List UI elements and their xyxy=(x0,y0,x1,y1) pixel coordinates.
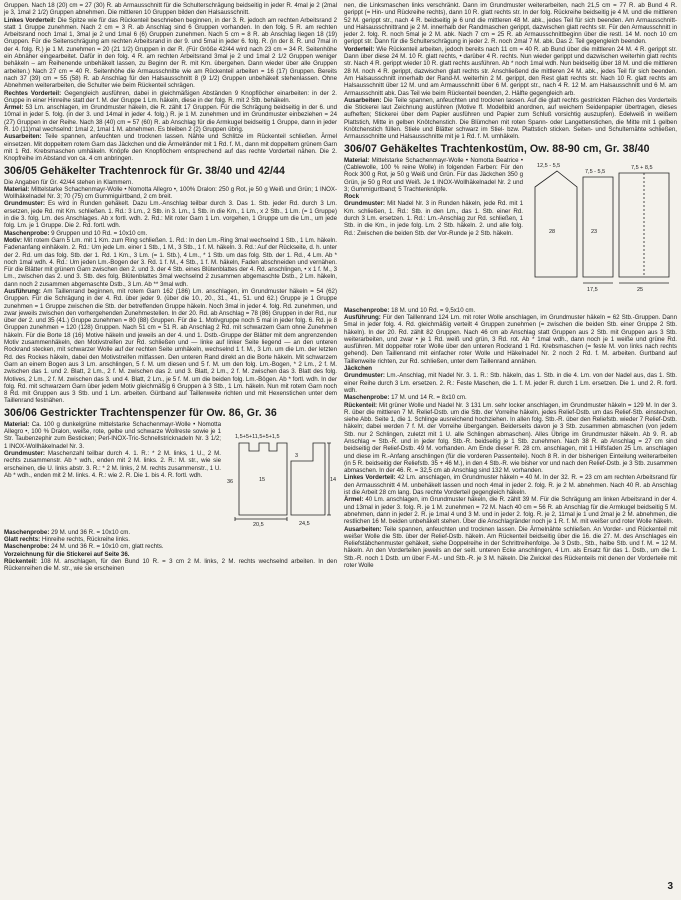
paragraph xyxy=(344,474,677,496)
label: Vorzeichnung für die Stickerei auf Seite 36. xyxy=(4,550,130,558)
text: Mit Nadel Nr. 3 in Runden häkeln, jede Rd. mit 1 Km. schließen, 1. Rd.: Stb. in den Lm., das 1. Stb. einer Rd. durch 3 Lm. ersetzen. 1. Rd.: Lm.-Anschlag zur Rd. schließen, 1 Stb. in die Km., in jede folg. Lm. 2 Stb. häkeln. 2. und alle folg. Rd.: Zwischen die beiden Stb. der Vor-Runde je 2 Stb. häkeln. xyxy=(344,200,523,237)
label: Material: xyxy=(4,185,30,193)
dimension-label: 25 xyxy=(637,286,644,293)
dimension-label: 12,5 - 5,5 xyxy=(537,162,561,169)
paragraph xyxy=(4,288,337,405)
paragraph xyxy=(4,558,337,573)
section-heading: 306/07 Gehäkeltes Trachtenkostüm, Ow. 88-90 cm, Gr. 38/40 xyxy=(344,142,650,155)
dimension-label: 28 xyxy=(549,228,556,235)
text: Wie Rückenteil arbeiten, jedoch bereits nach 11 cm = 40 R. ab Bund über die mittleren 24 M. 4 R. gerippt str. Dann über diese 24 M. 10 R. glatt rechts, • darüber 4 R. rechts. Nun wieder gerippt und dazwischen weiterhin glatt rechts str. Nach 4 R. gerippt wieder 10 R. glatt rechts ausführen. Ab * noch 1mal wdh. Nun beidseitig über 18 M. und die mittleren 28 M. noch 4 R. gerippt, dazwischen glatt rechts str. Anschließend die mittleren 24 M. abk., jedes Teil für sich beenden. Am Halsausschnitt innerhalb der Rand-M. weiterhin 2 M. gerippt, den Rest glatt rechts str. Nach 10 R. glatt rechts am Halsausschnitt über 12 M. und am Armausschnitt über 6 M. gerippt str., nach 4 R. 12 M. am Halsausschnitt und 6 M. am Armausschnitt abk. Das Teil wie beim Rückenteil beenden, 2. Hälfte gegengleich arb. xyxy=(344,45,677,97)
dimension-label: 7,5 + 8,5 xyxy=(631,164,653,171)
paragraph xyxy=(4,200,337,229)
label: Glatt rechts: xyxy=(4,536,41,544)
paragraph xyxy=(344,307,677,314)
paragraph xyxy=(344,365,677,372)
label: Ausarbeiten: xyxy=(344,96,382,104)
label: Rechtes Vorderteil: xyxy=(4,89,62,97)
text-with-figure xyxy=(344,157,677,307)
paragraph xyxy=(4,551,337,558)
text: 24 M. und 36 R. = 10x10 cm, glatt rechts. xyxy=(49,543,164,551)
text: 108 M. anschlagen, für den Bund 10 R. = 3 cm 2 M. links, 2 M. rechts wechselnd arbeiten. In den Rückenreihen die M. str., wie sie erscheinen xyxy=(4,557,337,573)
label: Ausführung: xyxy=(4,287,41,295)
paragraph xyxy=(344,496,677,525)
paragraph xyxy=(4,104,337,133)
jacket-pattern-diagram xyxy=(527,157,677,307)
section-heading: 306/06 Gestrickter Trachtenspenzer für Ow. 86, Gr. 36 xyxy=(4,406,277,419)
label: Jäckchen xyxy=(344,365,372,373)
text: 29 M. und 36 R. = 10x10 cm. xyxy=(49,528,131,536)
text-block xyxy=(4,421,221,529)
text: Mittelstarke Schachenmayr-Wolle • Nomotta Allegro •, 100% Dralon: 250 g Rot, je 50 g Weiß und Grün; 1 INOX-Wollhäkelnadel Nr. 3; 70 (75) cm Gummiguirtband, 2 cm breit. xyxy=(4,185,337,201)
paragraph: nen, die Linksmaschen links verschränkt. Dann im Grundmuster weiterarbeiten, nach 21,5 cm = 77 R. ab Bund 4 R. gerippt (= Hin- und Rückreihe rechts), dann 10 R. glatt rechts str. In der folg. Rückreihe beidseitig je 4 M. und die mittleren 52 M. gerippt str., nach 4 R. beidseitig je 6 und die mittleren 48 M. abk., jedes Teil für sich beenden. Am Armausschnitt- und Halsausschnittrand je 2 M. innerhalb der Randmaschen gerippt, dazwischen glatt rechts str. Für den Armausschnitt in jeder 2. folg. R. noch 5mal je 2 M. abk. Nach 7 cm = 25 R. ab Armausschnittbeginn über die restl. 14 M. noch 10 cm gerippt str. Dann für die Schulterschrägung in jeder 2. R. noch 2mal 7 M. abk. Das 2. Teil gegengleich beenden. xyxy=(344,2,677,46)
label: Material: xyxy=(344,156,370,164)
text: Teile spannen, anfeuchten und trocknen lassen. Nähte und Schlitze im Rückenteil schließen. Ärmel einsetzen. Mit doppeltem rotem Garn das Jäckchen und die Ärmelränder mit 1 Rd. f. M., dann mit doppeltem grünem Garn mit 1 Rd. Krebsmaschen umhäkeln. Knöpfe den Knopflöchern entsprechend auf das rechte Vorderteil nähen. Die 2. Knopfreihe im Abstand von ca. 4 cm anbringen. xyxy=(4,133,337,163)
label: Maschenprobe: xyxy=(4,543,50,551)
right-column xyxy=(344,2,677,569)
label: Maschenprobe: xyxy=(344,394,390,402)
paragraph xyxy=(344,372,677,394)
text: Für den Taillenrand 124 Lm. mit roter Wolle anschlagen, im Grundmuster häkeln = 62 Stb.-Gruppen. Dann 5mal in jeder folg. 4. Rd. gleichmäßig verteilt 4 Gruppen zunehmen (= zwischen die beiden Stb. einer Gruppe 2 Stb. häkeln). In der 20. Rd. zählt 82 Gruppen. Nach 46 cm ab Anschlag statt Gruppen aus 2 Stb. mit Gruppen aus 3 Stb. weiterarbeiten, und zwar • je 1 Rd. weiß und grün, 3 Rd. rot. Ab * 1mal wdh., dann noch je 1 weiße und grüne Rd. ausführen. Mit doppelter roter Wolle über den unteren Rockrand 1 Rd. Krebsmaschen (= feste M. von links nach rechts gehend). Den Taillenrand mit einfacher roter Wolle und Häkelnadel Nr. 2 noch 2 Rd. f. M. arbeiten. Gurtband auf Taillenweite richten, zur Rd. schließen, unter dem Taillenrand annähen. xyxy=(344,313,677,365)
text: 42 Lm. anschlagen, im Grundmuster häkeln = 40 M. In der 32. R. = 23 cm am rechten Arbeitsrand für den Armausschnitt 4 M. unbehäkelt lassen und noch 4mal in jeder 2. folg. R. je 2 M. abnehmen. Nach 40 R. ab Anschlag ist die Arbeit 28 cm lang. Das rechte Vorderteil gegengleich häkeln. xyxy=(344,474,677,497)
text: Mit rotem Garn 5 Lm. mit 1 Km. zum Ring schließen. 1. Rd.: In den Lm.-Ring 3mal wechselnd 1 Stb., 1 Lm. häkeln. Fadenanfang einhäkeln. 2. Rd.: Um jede Lm. einer 1 Stb., 1 M., 3 Stb., 1 f. M. häkeln. 3. Rd.: Auf der Rückseite, d. h. unter der 2. Rd. um das folg. Stb. der 1. Rd. 1 Km., 3 Lm. (= 1. Stb.), 4 Lm., * 1 Stb. um das folg. Stb. der 1. Rd., 4 Lm. Ab * noch 1mal wdh. 4. Rd.: Um jeden Lm.-Bogen der 3. Rd. 1 f. M., 4 Stb., 1 f. M. häkeln, Faden abschneiden und vernähen. Für die Blätter mit grünem Garn zwischen den 2. und 3. der 4 Stb. eines Blütenblattes der 4. Rd. anschlingen, • x 1 f. M., 3 Lm., zwischen das 2. und 3. Stb. des folg. Blütenblattes 3mal wechselnd 2 zusammen abgemaschte Dstb., 2 Lm. häkeln, dann noch 2 zusammen abgemaschte Dstb., 3 Lm. Ab ** 3mal wdh. xyxy=(4,236,337,288)
paragraph xyxy=(4,90,337,105)
label: Ausführung: xyxy=(344,313,381,321)
paragraph xyxy=(4,133,337,162)
text: 53 Lm. anschlagen, im Grundmuster häkeln, die R. zählt 17 Gruppen. Für die Schrägung beidseitig in der 6. und 10mal in jeder 5. folg. (in der 3. und 14mal in jeder 4. folg.) R. je 1 M. zunehmen und im Grundmuster einbeziehen = 24 (27) Gruppen in der Reihe. Nach 38 (40) cm = 57 (60) R. ab Anschlag für die Armkugel beidseitig 1 Gruppe, dann in jeder R. 10 (11)mal wechselnd: 1mal 2, 1mal 1 M. abnehmen. Es bleiben 2 (2) Gruppen übrig. xyxy=(4,104,337,134)
spenzer-pattern-diagram xyxy=(225,421,337,529)
text: Die Teile spannen, anfeuchten und trocknen lassen. Auf die glatt rechts gestrickten Flächen des Vorderteils die Stickerei laut Zeichnung ausführen (Motive ff. Modellbild anordnen, auf weichem Seidenpapier übertragen, dieses aufheften; Stickerei über dem Papier ausführen und Papier zum Schluß vorsichtig auszupfen). Edelweiß in weißem Plattstich, Mitte in gelben Knötchenstich. Die Blümchen mit roten Spann- oder Langettenstichen, die Mitte mit 1 gelben Knötchenstich füllen. Stiele und Blätter schwarz im Stiel- bzw. Plattstich sticken. Seiten- und Schulternähte schließen, Armausschnitte und Halsausschnitte mit je 1 Rd. f. M. umhäkeln. xyxy=(344,96,677,141)
text: Ca. 100 g dunkelgrüne mittelstarke Schachenmayr-Wolle • Nomotta Allegro •, 100 % Dralon, weiße, rote, gelbe und schwarze Wollreste sowie je 1 Str. Taubenzephir zum Besticken; Perl-INOX-Tric-Schnellstricknadeln Nr. 3 1/2; 1 INOX-Wollhäkelnadel Nr. 3. xyxy=(4,420,221,450)
paragraph: Gruppen. Nach 18 (20) cm = 27 (30) R. ab Armausschnitt für die Schulterschrägung beidseitig in jeder R. 4mal je 2 (2mal je 3, 1mal 2 1/2) Gruppen abnehmen. Die mittleren 10 Gruppen bilden den Halsausschnitt. xyxy=(4,2,337,17)
dimension-label: 7,5 - 5,5 xyxy=(585,168,606,175)
text: Mit grüner Wolle und Nadel Nr. 3 131 Lm. sehr locker anschlagen, im Grundmuster häkeln = 129 M. In der 3. R. über die mittleren 7 M. Relief-Dstb. um die Stb. der Vorreihe häkeln, jedes Relief-Dstb. um das Relief-Stb. einstechen, siehe Abb. Seite 1, die 1. Schlinge ausreichend hochziehen. In allen folg. Stb.-R. über den Reliefstb. wieder 7 Relief-Dstb. häkeln; dabei werden 7 f. M. der Vorreihe übergangen. Beiderseits davon je 3 Stb. zusammen abmaschen (von jedem Stb. nur 2 Schlingen, zuletzt mit 1 U. alle Schlingen abmaschen). Alles Übrige im Grundmuster häkeln. Ab 9. R. ab Anschlag = Stb.-R. und in jeder folg. Stb.-R. beidseitig je 1 Stb. zunehmen. Nach 38 R. ab Anschlag = 27 cm sind beidseitig der Relief-Dstb. 49 M. vorhanden. Am Ende dieser R. 28 cm. anschlagen, mit 1 Hilfsfaden 25 Lm. anschlagen und diese im R.-Anfang anschlingen (für die vorderen Passenteile). Noch 8 R. in der bisherigen Einteilung weiterarbeiten (in 5 R. beidseitig der Reliefstb. 35 + 46 M.), in den 4 Stb.-R. wie bisher vor und nach den Relief-Dstb. je 3 Stb. zusammen abmaschen. In der 46. R. = 32,5 cm ab Anschlag sind 132 M. vorhanden. xyxy=(344,401,677,475)
paragraph xyxy=(344,394,677,401)
text: 18 M. und 10 Rd. = 9,5x10 cm. xyxy=(389,306,476,314)
text: 17 M. und 14 R. = 8x10 cm. xyxy=(389,394,467,402)
dimension-label: 36 xyxy=(227,478,234,485)
label: Rock xyxy=(344,193,360,201)
paragraph xyxy=(344,402,677,475)
paragraph xyxy=(344,193,523,200)
paragraph xyxy=(4,17,337,90)
label: Rückenteil: xyxy=(344,401,378,409)
label: Material: xyxy=(4,420,30,428)
paragraph xyxy=(344,46,677,97)
label: Rückenteil: xyxy=(4,557,38,565)
text: 9 Gruppen und 10 Rd. = 10x10 cm. xyxy=(49,229,148,237)
paragraph xyxy=(4,536,337,543)
text: Die Spitze wie für das Rückenteil beschrieben beginnen, in der 3. R. jedoch am rechten Arbeitsrand 2 statt 1 Gruppe zunehmen. Nach 2 cm = 3 R. ab Anschlag sind 6 Gruppen vorhanden. In den folg. 5 R. am rechten Arbeitsrand noch 1mal 1, 3mal je 2 und 1mal 6 (6) Gruppen zunehmen. Nach 5 cm = 8 R. ab Anschlag liegen 18 (19) Gruppen. Für die Seitenschrägung am rechten Arbeitsrand in der 9. und 5mal in jeder 6. folg. R. (in der 8. R. und 7mal in der 4. folg. R.) je 1 M. zunehmen = 20 (21 1/2) Gruppen in der R. (Für Größe 42/44 wird nach 23 cm = 34 R. Seitenhöhe ein Abnäher eingearbeitet. Dafür in den folg. 4 R. am rechten Arbeitsrand 3mal je 2 und 1mal 2 1/2 Gruppen weniger behäkeln – am Reihenende unbehäkelt lassen, zu Beginn der R. mit Km. übergehen. Dann wieder über alle Gruppen arbeiten.) Nach 27 cm = 40 R. Seitenhöhe die Armausschnitte wie am Rückenteil arbeiten = 16 (17) Gruppen. Bereits nach 37 (39) cm = 55 (58) R. ab Anschlag für den Halsausschnitt 8 (9 1/2) Gruppen unbehäkelt stehenlassen. Ohne Abnehmen weiterarbeiten, die Schulter wie beim Rückenteil schrägen. xyxy=(4,16,338,90)
text: Maschenzahl teilbar durch 4. 1. R.: * 2 M. links, 1 U., 2 M. rechts zusammenstr. Ab * wdh., enden mit 2 M. links. 2. R.: M. str., wie sie erscheinen, die U. links abstr. 3. R.: * 2 M. links, 2 M. rechts zusammenstr., 1 U. Ab * wdh., enden mit 2 M. links. 4. R.: wie 2. R. Die 1. bis 4. R. fortl. wdh. xyxy=(4,449,221,479)
dimension-label: 15 xyxy=(259,476,266,483)
page-number: 3 xyxy=(667,881,673,892)
label: Maschenprobe: xyxy=(344,306,390,314)
label: Vorderteil: xyxy=(344,45,375,53)
label: Ärmel: xyxy=(4,104,24,112)
text: Gegengleich ausführen, dabei in gleichmäßigen Abständen 9 Knopflöcher einarbeiten: in der 2. Gruppe in einer Hinreihe statt der f. M. der Gruppe 1 Lm. häkeln, diese in der folg. R. mit 2 Stb. behäkeln. xyxy=(4,89,337,104)
text: Lm.-Anschlag, mit Nadel Nr. 3. 1. R.: Stb. häkeln, das 1. Stb. in die 4. Lm. von der Nadel aus, das 1. Stb. einer Reihe durch 3 Lm. ersetzen. 2. R.: Feste Maschen, die 1. f. M. jeder R. durch 1 Lm. ersetzen. Die 1. und 2. R. fortl. wdh. xyxy=(344,372,677,394)
paragraph xyxy=(4,237,337,288)
dimension-label: 23 xyxy=(591,228,598,235)
paragraph xyxy=(344,526,677,570)
paragraph xyxy=(4,421,221,450)
text: Teile spannen, anfeuchten und trocknen lassen. Die Ärmelnähte schließen. An Vorder- und Rückenteil mit weißer Wolle die Stb. über der Relief-Dstb. häkeln. Am Rückenteil beidseitig über die 16. die 27. M. des Anschlages ein Reliefstäbchenmuster gehäkelt, siehe Doppelreihe in der Schrittreihenfolge. Je 3 Dstb., Stb., halbe Stb. und f. M. = 12 M. häkeln. An den Vorderteilen jeweils an der seitl. unteren Ecke anschlingen, 4 Lm. als Ersatz für das 1. Dstb., um die 1. Stb.-R. noch 1 Dstb. um über F.-M.- und Stb.-R. je 3 M. häkeln. Die Zwickel des Rückenteils mit denen der Vorderteile mit roter Wolle xyxy=(344,525,677,570)
dimension-label: 20,5 xyxy=(253,521,264,528)
label: Ärmel: xyxy=(344,496,364,504)
dimension-label: 1,5+5+11,5+5+1,5 xyxy=(235,433,280,440)
label: Ausarbeiten: xyxy=(4,133,42,141)
text: Es wird in Runden gehäkelt. Dazu Lm.-Anschlag teilbar durch 3. Das 1. Stb. jeder Rd. durch 3 Lm. ersetzen, jede Rd. mit Km. schließen. 1. Rd.: 3 Lm., 2 Stb. in 3. Lm., 1 Stb. in die Km., 1 Lm., x 2 Stb., 1 Lm. (= 1 Gruppe) in die 3. folg. Lm. des Anschlages. Ab x fortl. wdh. 2. Rd.: Mit roter Garn 1 Lm. vorgehen, 1 Gruppe um die Lm., um jede folg. Lm. je 1 Gruppe. Die 2. Rd. fortl. wdh. xyxy=(4,200,337,230)
text-with-figure xyxy=(4,421,337,529)
paragraph xyxy=(344,97,677,141)
paragraph xyxy=(344,200,523,236)
dimension-label: 3 xyxy=(295,452,299,459)
dimension-label: 14 xyxy=(330,476,337,483)
label: Grundmuster: xyxy=(344,200,385,208)
text: 40 Lm. anschlagen, im Grundmuster häkeln, die R. zählt 39 M. Für die Schrägung am linken Arbeitsrand in der 4. und 13mal in jeder 3. folg. R. je 1 M. zunehmen = 72 M. Nach 40 cm = 56 R. ab Anschlag für die Armkugel beidseitig 5 M. abnehmen, dann in jeder 2. R. je 1mal 4 und 3 M. und in jeder 2. folg. R. je 2, 11mal je 1 und 2mal je 2 M. abnehmen, die restlichen 16 M. beiden unbehäkelt stehen. Über die Anschlagränder noch je 1 R. f. M. mit weißer und roter Wolle häkeln. xyxy=(344,496,677,526)
text-block xyxy=(344,157,523,307)
dimension-label: 17,5 xyxy=(587,286,598,293)
paragraph xyxy=(344,314,677,365)
label: Linkes Vorderteil: xyxy=(4,16,56,24)
label: Grundmuster: xyxy=(4,449,45,457)
label: Ausarbeiten: xyxy=(344,525,382,533)
paragraph xyxy=(4,450,221,479)
paragraph xyxy=(344,157,523,193)
dimension-line xyxy=(235,517,287,521)
label: Linkes Vorderteil: xyxy=(344,474,396,482)
label: Motiv: xyxy=(4,236,23,244)
label: Maschenprobe: xyxy=(4,229,50,237)
label: Grundmuster: xyxy=(4,200,45,208)
paragraph xyxy=(4,543,337,550)
left-column xyxy=(4,2,337,573)
dimension-label: 24,5 xyxy=(299,520,310,527)
paragraph xyxy=(4,186,337,201)
paragraph xyxy=(4,529,337,536)
paragraph: Die Angaben für Gr. 42/44 stehen in Klammern. xyxy=(4,178,134,186)
text: Hinreihe rechts, Rückreihe links. xyxy=(40,536,130,544)
sleeve-outline xyxy=(535,171,577,277)
text: Mittelstarke Schachenmayr-Wolle • Nomotta Beatrice • (Cablewolle, 100 % reine Wolle) in folgenden Farben: Für den Rock 300 g Rot, je 50 g Weiß und Grün. Für das Jäckchen 350 g Grün, je 50 g Rot und Weiß. Je 1 INOX-Wollhäkelnadel Nr. 2 und 3; Gummigurtband; 5 Trachtenknöpfe. xyxy=(344,156,523,193)
front-piece-outline xyxy=(583,177,613,277)
section-heading: 306/05 Gehäkelter Trachtenrock für Gr. 38/40 und 42/44 xyxy=(4,164,285,177)
label: Grundmuster: xyxy=(344,372,385,380)
text: Am Taillenrand beginnen, mit rotem Garn 162 (186) Lm. anschlagen, im Grundmuster häkeln = 54 (62) Gruppen. Für die Schrägung in der 4. Rd. über jeder 9. (über die 10., 20., 31., 41., 51. und 62.) Gruppe je 1 Gruppe zunehmen = 1 Gruppe zwischen die Stb. der betreffenden Gruppe häkeln. Noch 3mal in jeder 4. folg. Rd. zunehmen, und zwar jeweils zwischen den vorhergehenden Zunehmestellen. In der 20. Rd. ab Anschlag = 78 (86) Gruppen in der Rd., nur über der 2. und 35 (41.) Gruppe zunehmen = 80 (88) Gruppen. Für die 1. Motivgruppe noch 5 mal in jeder folg. 6. Rd. je 8 Gruppen zunehmen = 120 (128) Gruppen. Nach 51 cm = 51 R. ab Anschlag 2 Rd. mit schwarzem Garn ohne Zunehmen häkeln. Für die Borte 18 (16) Motive häkeln und jeweils an der 4. und 1. Dstb.-Gruppe der Blätter mit dem angrenzenden Motiv zusammenhäkeln, den Motivstreifen zur Rd. schließen und — linke auf linker Seite liegend — an den unteren Rockrand stecken, mit schwarzer Wolle auf der rechten Seite umhäkeln, wechselnd 1 f. M., 3 Lm. um die Lm. der letzten Rd. des Rockes häkeln, dabei den Motivstreifen mitfassen. Den unteren Rand direkt an die Borte häkeln. Mit schwarzem Garn an einem Bogen aus 3 Lm. anschlingen, 5 f. M. um diesen und 5 f. M. um den folg. Lm.-Bogen, * 2 Lm., 2 f. M. zwischen das 1. und 2. Blatt, 2 Lm., 2 f. M. zwischen das 2. und 3. Blatt, 2 Lm., 2 f. M. zwischen das 3. Blatt des folg. Motives, 2 Lm., 2 f. M. zwischen das 3. und 4. Blatt, 2 Lm., je 5 f. M. um die beiden folg. Lm.-Bögen. Ab * fortl. wdh. In der folg. Rd. mit schwarzem Garn über jedem Motiv gleichmäßig 6 Gruppen à 3 Stb., 1 Lm. häkeln. Nun mit rotem Garn noch 8 Rd. mit Gruppen aus 3 Stb. und 1 Lm. arbeiten. Gürtband auf Taillenweite richten und mit Hexenstichen unter dem Taillenrand festnähen. xyxy=(4,287,337,405)
label: Maschenprobe: xyxy=(4,528,50,536)
paragraph xyxy=(4,230,337,237)
